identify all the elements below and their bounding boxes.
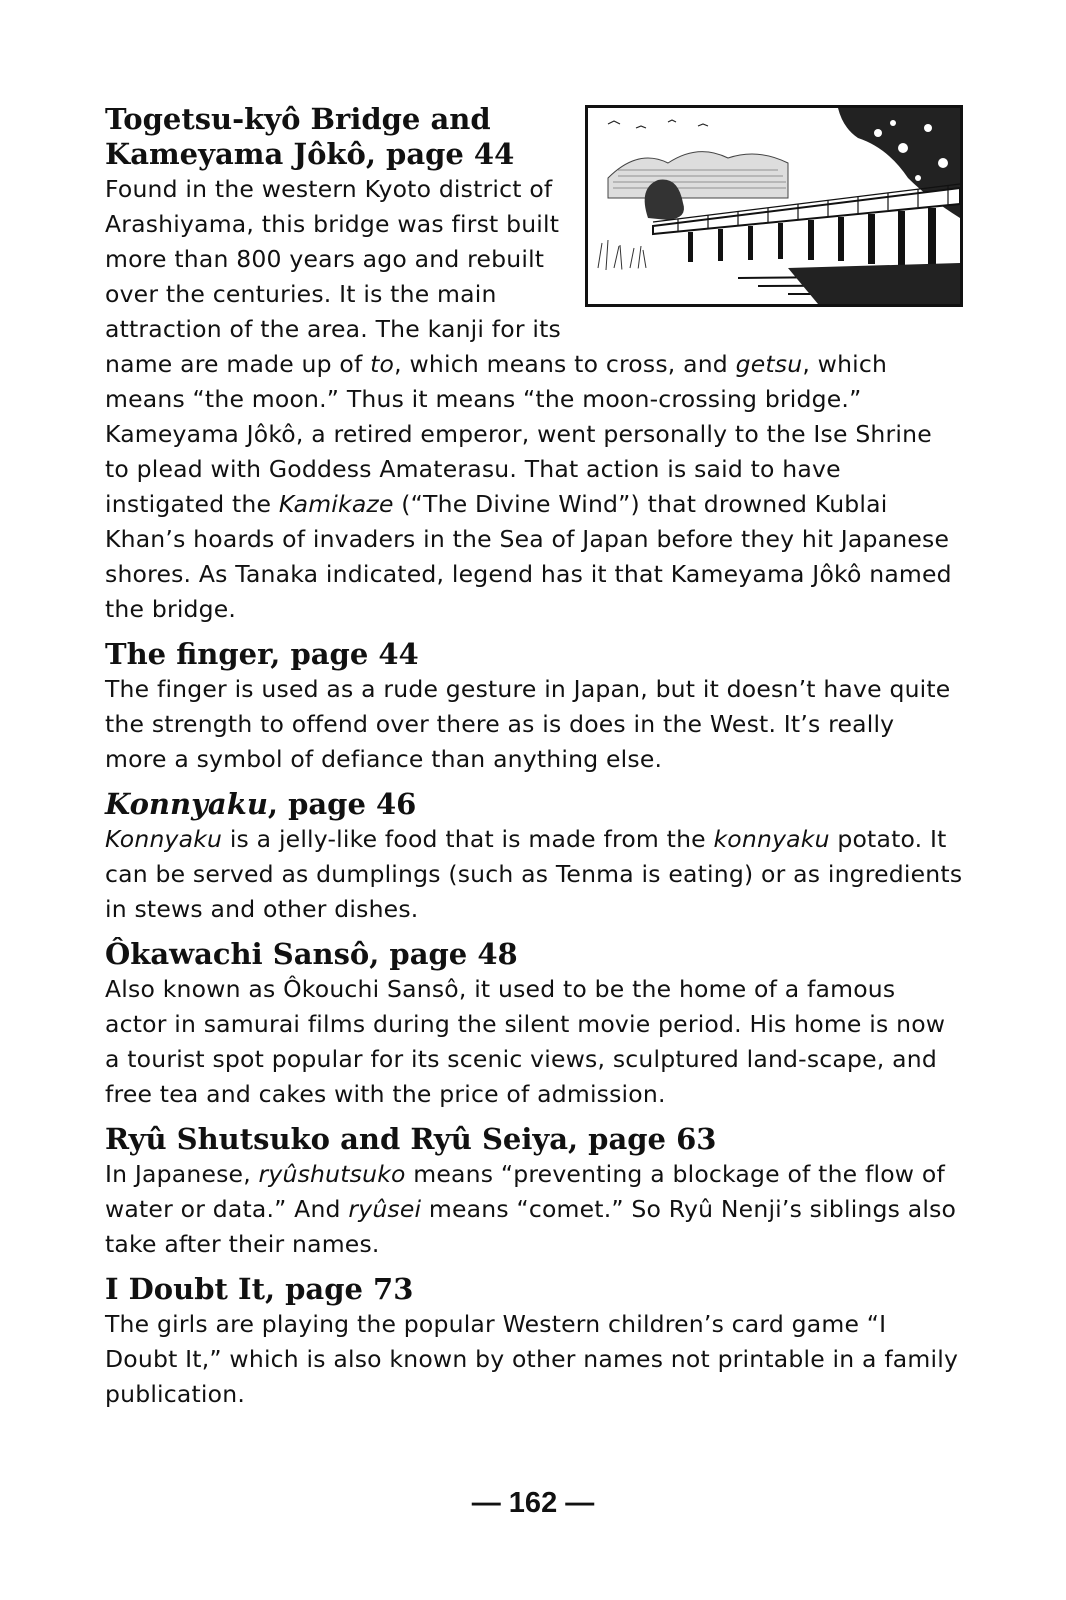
section-okawachi-sanso bbox=[105, 937, 963, 1112]
glossary-page bbox=[105, 100, 963, 1422]
section-body: In Japanese, ryûshutsuko means “preventing a blockage of the flow of water or data.” And ryûsei means “comet.” So Ryû Nenji’s siblings also take after their names. bbox=[105, 1160, 957, 1258]
section-konnyaku bbox=[105, 787, 963, 927]
section-the-finger bbox=[105, 637, 963, 777]
section-heading: Konnyaku, page 46 bbox=[105, 787, 417, 821]
page-number: — 162 — bbox=[471, 1487, 595, 1519]
section-togetsu-kyo bbox=[105, 102, 963, 627]
section-heading: Togetsu-kyô Bridge and Kameyama Jôkô, page 44 bbox=[105, 102, 515, 171]
section-body: The girls are playing the popular Western children’s card game “I Doubt It,” which is also known by other names not printable in a family publication. bbox=[105, 1310, 959, 1408]
section-heading: I Doubt It, page 73 bbox=[105, 1272, 414, 1306]
section-body: Found in the western Kyoto district of Arashiyama, this bridge was first built more than 800 years ago and rebuilt over the centuries. It is the main attraction of the area. The kanji for its name are made up of to, which means to cross, and getsu, which means “the moon.” Thus it means “the moon-crossing bridge.” Kameyama Jôkô, a retired emperor, went personally to the Ise Shrine to plead with Goddess Amaterasu. That action is said to have instigated the Kamikaze (“The Divine Wind”) that drowned Kublai Khan’s hoards of invaders in the Sea of Japan before they hit Japanese shores. As Tanaka indicated, legend has it that Kameyama Jôkô named the bridge. bbox=[105, 175, 952, 623]
section-body: Konnyaku is a jelly-like food that is made from the konnyaku potato. It can be served as dumplings (such as Tenma is eating) or as ingredients in stews and other dishes. bbox=[105, 825, 963, 923]
section-body: Also known as Ôkouchi Sansô, it used to be the home of a famous actor in samurai films during the silent movie period. His home is now a tourist spot popular for its scenic views, sculptured land-scape, and free tea and cakes with the price of admission. bbox=[105, 975, 946, 1108]
bridge-illustration-icon bbox=[585, 105, 963, 307]
section-body: The finger is used as a rude gesture in Japan, but it doesn’t have quite the strength to offend over there as is does in the West. It’s really more a symbol of defiance than anything else. bbox=[105, 675, 951, 773]
section-ryu-shutsuko bbox=[105, 1122, 963, 1262]
section-heading: Ryû Shutsuko and Ryû Seiya, page 63 bbox=[105, 1122, 717, 1156]
section-heading: The finger, page 44 bbox=[105, 637, 419, 671]
section-i-doubt-it bbox=[105, 1272, 963, 1412]
section-heading: Ôkawachi Sansô, page 48 bbox=[105, 937, 518, 971]
